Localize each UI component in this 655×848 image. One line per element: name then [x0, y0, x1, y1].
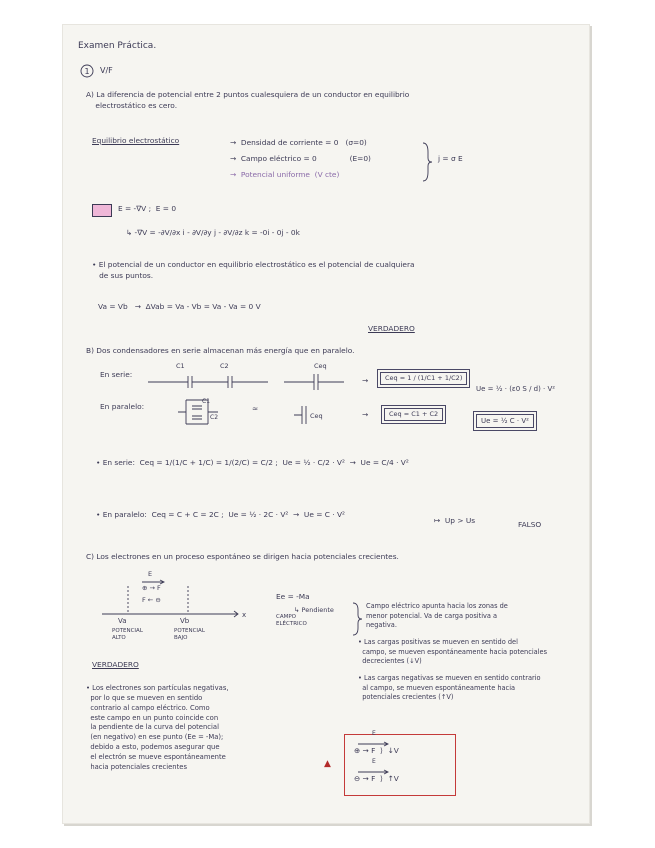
equilibrium-line-3: → Potencial uniforme (V cte): [230, 170, 340, 179]
pendiente-label: ↳ Pendiente: [294, 606, 334, 614]
equiv-mark: ≈: [252, 404, 259, 413]
summary-row-negative: ⊖ → F ⟩ ↑V: [354, 774, 399, 783]
energy-formula-boxed: Ue = ½ C · V²: [476, 414, 534, 428]
ceq-series-formula: Ceq = 1 / (1/C1 + 1/C2): [380, 372, 467, 385]
energy-formula: Ue = ½ · (ε0 S / d) · V²: [476, 385, 556, 393]
question-number-circle: [80, 64, 94, 78]
ceq-label-2: Ceq: [310, 412, 323, 420]
diagram-e: E: [148, 570, 153, 578]
part-b-conclusion: ↦ Up > Us: [434, 516, 476, 525]
part-c-title: C) Los electrones en un proceso espontáneo se dirigen hacia potenciales crecientes.: [86, 552, 399, 561]
page-title: Examen Práctica.: [78, 41, 157, 51]
red-triangle-marker: ▲: [324, 759, 331, 769]
brace-c: [352, 602, 362, 636]
diagram-fe2: F ← ⊖: [142, 596, 161, 604]
arrow-2: →: [362, 410, 369, 419]
highlight-box: [92, 204, 112, 217]
diagram-fe: ⊕ → F: [142, 584, 161, 592]
arrow-1: →: [362, 376, 369, 385]
part-b-verdict: FALSO: [518, 520, 542, 529]
diagram-x: x: [242, 611, 247, 619]
ceq-parallel-formula: Ceq = C1 + C2: [384, 408, 443, 421]
summary-e-2: E: [372, 758, 376, 765]
field-formula: E = -∇V ; E = 0: [118, 204, 177, 213]
equilibrium-line-1: → Densidad de corriente = 0 (σ=0): [230, 138, 367, 147]
diagram-va: Va: [118, 617, 127, 625]
series-label: En serie:: [100, 370, 133, 379]
series-calculation: • En serie: Ceq = 1/(1/C + 1/C) = 1/(2/C) = C/2 ; Ue = ½ · C/2 · V² → Ue = C/4 · V²: [96, 458, 409, 467]
equivalent-series-circuit: [284, 372, 364, 392]
parallel-label: En paralelo:: [100, 402, 145, 411]
potential-text: • El potencial de un conductor en equilibrio electrostático es el potencial de cualquiera de sus puntos.: [92, 260, 415, 280]
field-potential-relation: Ee = -Ma: [276, 592, 310, 601]
current-density-formula: j = σ E: [438, 154, 463, 163]
diagram-low: POTENCIAL BAJO: [174, 628, 205, 641]
equilibrium-label: Equilibrio electrostático: [92, 136, 180, 145]
summary-e-1: E: [372, 730, 376, 737]
part-a-title: A) La diferencia de potencial entre 2 puntos cualesquiera de un conductor en equilibrio electrostático es cero.: [86, 90, 410, 110]
gradient-formula: ↳ -∇V = -∂V/∂x i - ∂V/∂y j - ∂V/∂z k = -0i - 0j - 0k: [126, 228, 300, 237]
ceq-label-1: Ceq: [314, 362, 327, 370]
svg-text:1: 1: [84, 67, 90, 76]
positive-charges-text: • Las cargas positivas se mueven en sentido del campo, se mueven espontáneamente hacia potenciales decrecientes (↓V): [358, 638, 548, 666]
c1-label: C1: [176, 362, 185, 370]
c2p-label: C2: [210, 414, 219, 421]
diagram-vb: Vb: [180, 617, 190, 625]
equilibrium-line-2: → Campo eléctrico = 0 (E=0): [230, 154, 371, 163]
potential-equality: Va = Vb → ΔVab = Va - Vb = Va - Va = 0 V: [98, 302, 261, 311]
summary-row-positive: ⊕ → F ⟩ ↓V: [354, 746, 399, 755]
electron-explanation: • Los electrones son partículas negativas, por lo que se mueven en sentido contrario al campo eléctrico. Como este campo en un punto coincide con la pendiente de la curva del potencial (en negativo) en ese punto (Ee = -Ma); debido a esto, podemos asegurar que el electrón se mueve espontáneamente hacia potenciales crecientes: [86, 684, 229, 771]
field-direction-text: Campo eléctrico apunta hacia los zonas de menor potencial. Va de carga positiva a negativa.: [366, 602, 508, 630]
brace: [422, 142, 432, 182]
c2-label: C2: [220, 362, 229, 370]
part-c-verdict: VERDADERO: [92, 660, 139, 669]
diagram-high: POTENCIAL ALTO: [112, 628, 143, 641]
series-circuit: [148, 372, 298, 392]
campo-label: CAMPO ELÉCTRICO: [276, 614, 307, 627]
negative-charges-text: • Las cargas negativas se mueven en sentido contrario al campo, se mueven espontáneamente hacia potenciales crecientes (↑V): [358, 674, 541, 702]
part-a-verdict: VERDADERO: [368, 324, 415, 333]
c1p-label: C1: [202, 398, 211, 405]
parallel-calculation: • En paralelo: Ceq = C + C = 2C ; Ue = ½ · 2C · V² → Ue = C · V²: [96, 510, 346, 519]
part-b-title: B) Dos condensadores en serie almacenan más energía que en paralelo.: [86, 346, 355, 355]
question-type-label: V/F: [100, 66, 113, 75]
exam-sheet: [62, 24, 590, 824]
